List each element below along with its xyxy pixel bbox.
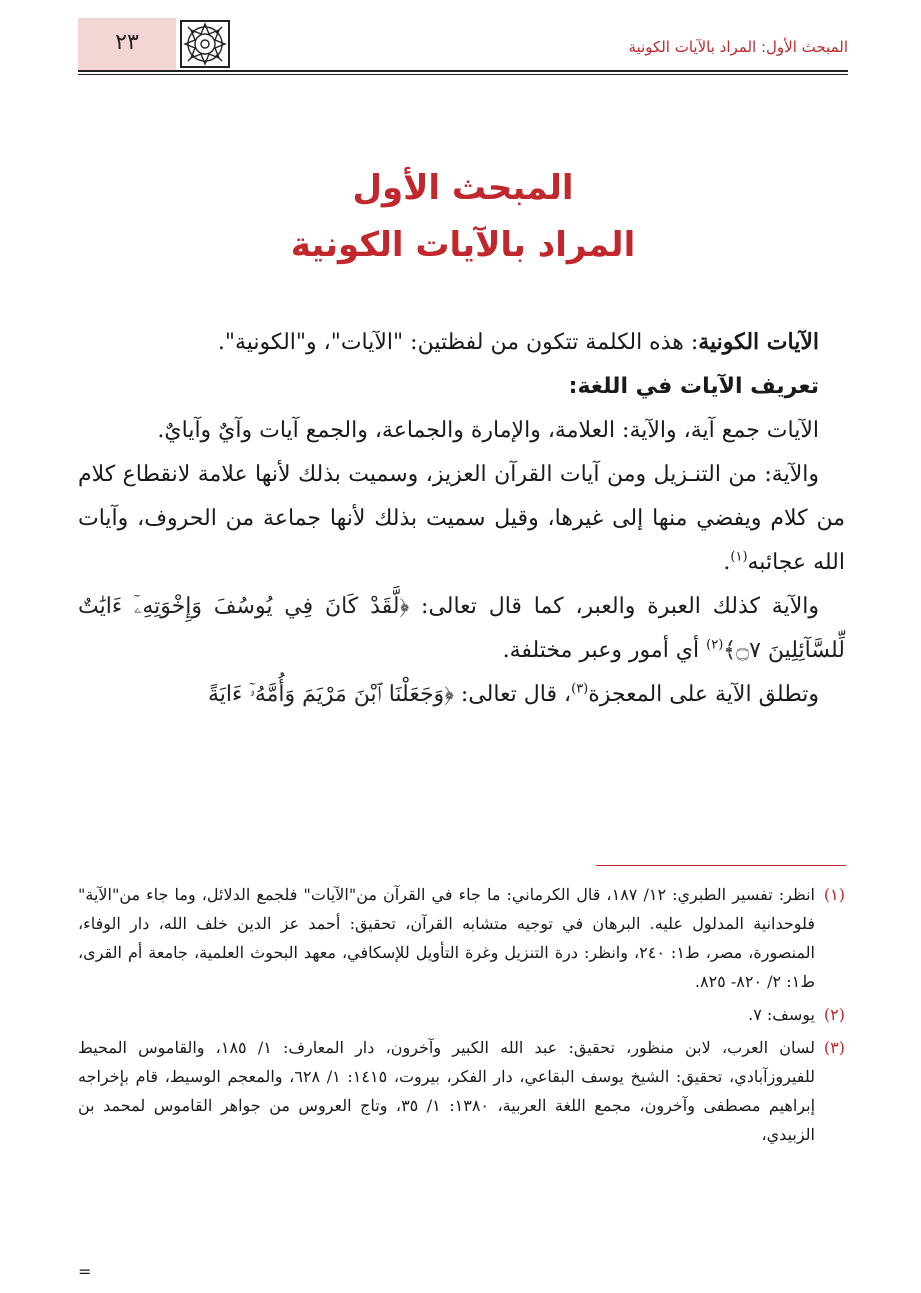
- page-header: [78, 18, 848, 72]
- quran-verse-2: ﴿وَجَعَلْنَا ٱبْنَ مَرْيَمَ وَأُمَّهُۥٓ ءَايَةً: [207, 682, 454, 707]
- paragraph-3: [78, 453, 845, 585]
- footnote-text: يوسف: ٧.: [748, 1005, 815, 1024]
- chapter-heading: المبحث الأول: [352, 168, 574, 208]
- geometric-ornament-icon: [180, 20, 230, 68]
- header-rule: [78, 70, 848, 72]
- body-text: [78, 320, 845, 717]
- footnotes: [78, 880, 845, 1153]
- footnote-1: [78, 880, 845, 996]
- paragraph-1: [78, 320, 845, 365]
- header-rule-thin: [78, 74, 848, 75]
- paragraph-3-end: .: [723, 550, 731, 575]
- paragraph-3-text: والآية: من التنـزيل ومن آيات القرآن العزيز، وسميت بذلك لأنها علامة لانقطاع كلام من كلام ويفضي منها إلى غيرها، وقيل سميت بذلك لأنها جماعة من الحروف، وآيات الله عجائبه: [78, 462, 845, 575]
- footnote-2: [78, 1000, 845, 1029]
- footnote-3: [78, 1033, 845, 1149]
- footnote-ref-3[interactable]: (٣): [571, 681, 589, 697]
- section-subheading: تعريف الآيات في اللغة:: [568, 374, 819, 399]
- footnote-number: (٢): [823, 1005, 845, 1024]
- footnote-separator: [596, 865, 846, 866]
- paragraph-5: [78, 673, 845, 717]
- continuation-mark: =: [78, 1262, 92, 1281]
- footnote-number: (١): [823, 885, 845, 904]
- term-label: الآيات الكونية: [698, 329, 819, 355]
- footnote-ref-2[interactable]: (٢): [706, 637, 724, 653]
- paragraph-4-text: والآية كذلك العبرة والعبر، كما قال تعالى:: [409, 594, 819, 619]
- quran-verse-1: ﴿لَّقَدْ كَانَ فِي يُوسُفَ وَإِخْوَتِهِۦٓ ءَايَٰتٌ لِّلسَّآئِلِينَ ۝٧﴾: [78, 594, 845, 663]
- paragraph-4-end: أي أمور وعبر مختلفة.: [502, 638, 707, 663]
- paragraph-4: [78, 585, 845, 673]
- footnote-number: (٣): [823, 1038, 845, 1057]
- paragraph-2: الآيات جمع آية، والآية: العلامة، والإمارة والجماعة، والجمع آيات وآيٌ وآيايٌ.: [157, 418, 819, 443]
- paragraph-5-mid: ، قال تعالى:: [453, 682, 572, 707]
- page-number-box: [78, 18, 176, 70]
- page-number: ٢٣: [115, 30, 139, 55]
- running-header-title: المبحث الأول: المراد بالآيات الكونية: [628, 38, 848, 56]
- footnote-text: انظر: تفسير الطبري: ١٢/ ١٨٧، قال الكرماني: ما جاء في القرآن من"الآيات" فلجمع الدلائل، وما جاء من"الآية" فلوحدانية المدلول عليه. البرهان في توجيه متشابه القرآن، تحقيق: أحمد عز الدين خلف الله، دار الوفاء، المنصورة، مصر، ط١: ٢٤٠، وانظر: درة التنزيل وغرة التأويل للإسكافي، معهد البحوث العلمية، جامعة أم القرى، ط١: ٢/ ٨٢٠- ٨٢٥.: [78, 885, 815, 991]
- footnote-ref-1[interactable]: (١): [730, 549, 748, 565]
- term-definition: : هذه الكلمة تتكون من لفظتين: "الآيات"، و"الكونية".: [217, 330, 699, 355]
- paragraph-5-text: وتطلق الآية على المعجزة: [588, 682, 819, 707]
- subject-heading: المراد بالآيات الكونية: [290, 225, 636, 265]
- footnote-text: لسان العرب، لابن منظور، تحقيق: عبد الله الكبير وآخرون، دار المعارف: ١/ ١٨٥، والقاموس المحيط للفيروزآبادي، تحقيق: الشيخ يوسف البقاعي، دار الفكر، بيروت، ١٤١٥: ١/ ٦٢٨، والمعجم الوسيط، قام بإخراجه إبراهيم مصطفى وآخرون، مجمع اللغة العربية، ١٣٨٠: ١/ ٣٥، وتاج العروس من جواهر القاموس لمحمد بن الزبيدي،: [78, 1038, 816, 1144]
